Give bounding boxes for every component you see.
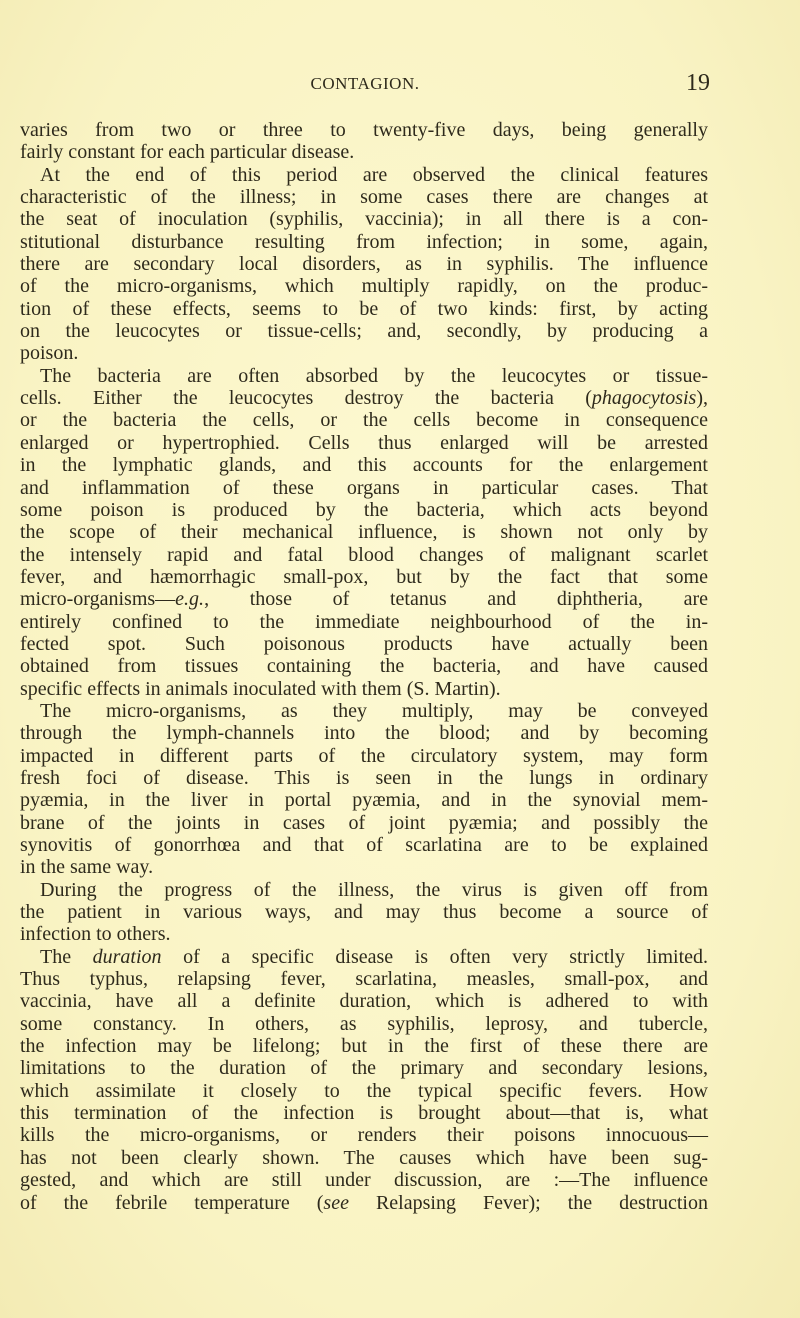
text-line	[20, 208, 708, 230]
text-line	[20, 454, 708, 476]
text-line	[20, 499, 708, 521]
text-segment: has not been clearly shown. The causes which have been sug-	[20, 1146, 708, 1169]
text-line	[20, 231, 708, 253]
text-line	[20, 700, 708, 722]
text-segment: At the end of this period are observed the clinical features	[40, 163, 708, 186]
italic-text: duration	[92, 945, 162, 968]
text-line	[20, 812, 708, 834]
text-segment: this termination of the infection is brought about—that is, what	[20, 1102, 708, 1125]
text-segment: impacted in different parts of the circulatory system, may form	[20, 744, 708, 767]
text-segment: micro-organisms—	[20, 588, 176, 611]
text-line	[20, 789, 708, 811]
text-segment: fever, and hæmorrhagic small-pox, but by the fact that some	[20, 565, 708, 588]
text-line	[20, 365, 708, 387]
text-line	[20, 633, 708, 655]
text-line	[20, 1124, 708, 1146]
text-line	[20, 1035, 708, 1057]
text-line	[20, 477, 708, 499]
text-line	[20, 767, 708, 789]
text-segment: Thus typhus, relapsing fever, scarlatina, measles, small-pox, and	[20, 968, 708, 991]
text-line	[20, 655, 708, 677]
text-line	[20, 588, 708, 610]
text-segment: brane of the joints in cases of joint pyæmia; and possibly the	[20, 811, 708, 834]
text-segment: The bacteria are often absorbed by the leucocytes or tissue-	[40, 364, 708, 387]
text-line	[20, 901, 708, 923]
text-line	[20, 320, 708, 342]
text-line	[20, 834, 708, 856]
text-segment: the infection may be lifelong; but in the first of these there are	[20, 1035, 708, 1058]
text-segment: fresh foci of disease. This is seen in the lungs in ordinary	[20, 766, 708, 789]
text-line	[20, 409, 708, 431]
text-segment: characteristic of the illness; in some cases there are changes at	[20, 186, 708, 209]
text-segment: through the lymph-channels into the blood; and by becoming	[20, 722, 708, 745]
text-segment: the seat of inoculation (syphilis, vaccinia); in all there is a con-	[20, 208, 708, 231]
text-line	[20, 946, 708, 968]
text-line	[20, 164, 708, 186]
text-line	[20, 1102, 708, 1124]
text-segment: kills the micro-organisms, or renders their poisons innocuous—	[20, 1124, 708, 1147]
page-header	[20, 72, 710, 98]
italic-text: e.g.	[175, 588, 205, 611]
text-segment: poison.	[20, 342, 79, 365]
text-line	[20, 1169, 708, 1191]
text-segment: stitutional disturbance resulting from infection; in some, again,	[20, 230, 708, 253]
text-line	[20, 566, 708, 588]
text-segment: tion of these effects, seems to be of two kinds: first, by acting	[20, 297, 708, 320]
text-line	[20, 990, 708, 1012]
text-line	[20, 923, 708, 945]
text-segment: varies from two or three to twenty-five days, being generally	[20, 119, 708, 141]
text-line	[20, 1147, 708, 1169]
text-segment: The	[40, 945, 93, 968]
italic-text: phagocytosis	[591, 387, 697, 410]
text-segment: limitations to the duration of the primary and secondary lesions,	[20, 1057, 708, 1080]
text-segment: in the same way.	[20, 856, 154, 879]
text-segment: enlarged or hypertrophied. Cells thus enlarged will be arrested	[20, 431, 708, 454]
text-segment: ),	[696, 387, 708, 410]
text-segment: fected spot. Such poisonous products have actually been	[20, 632, 708, 655]
text-line	[20, 275, 708, 297]
text-segment: obtained from tissues containing the bacteria, and have caused	[20, 655, 708, 678]
text-line	[20, 141, 708, 163]
text-segment: fairly constant for each particular disease.	[20, 141, 355, 164]
text-line	[20, 879, 708, 901]
text-segment: the scope of their mechanical influence, is shown not only by	[20, 521, 708, 544]
text-segment: infection to others.	[20, 923, 171, 946]
text-segment: on the leucocytes or tissue-cells; and, secondly, by producing a	[20, 320, 708, 343]
text-segment: , those of tetanus and diphtheria, are	[204, 588, 708, 611]
text-line	[20, 1057, 708, 1079]
text-segment: The micro-organisms, as they multiply, may be conveyed	[40, 699, 708, 722]
text-line	[20, 722, 708, 744]
text-line	[20, 119, 708, 141]
text-segment: entirely confined to the immediate neighbourhood of the in-	[20, 610, 708, 633]
text-segment: the patient in various ways, and may thus become a source of	[20, 901, 708, 924]
text-segment: of the febrile temperature (	[20, 1191, 324, 1214]
running-title: CONTAGION.	[310, 74, 420, 93]
text-segment: gested, and which are still under discussion, are :—The influence	[20, 1169, 708, 1192]
text-line	[20, 1013, 708, 1035]
text-segment: synovitis of gonorrhœa and that of scarlatina are to be explained	[20, 834, 708, 856]
text-line	[20, 1080, 708, 1102]
italic-text: see	[323, 1191, 349, 1214]
text-segment: vaccinia, have all a definite duration, which is adhered to with	[20, 990, 708, 1013]
text-segment: pyæmia, in the liver in portal pyæmia, and in the synovial mem-	[20, 789, 708, 812]
text-segment: of a specific disease is often very strictly limited.	[161, 945, 709, 968]
text-line	[20, 521, 708, 543]
text-line	[20, 342, 708, 364]
text-line	[20, 611, 708, 633]
text-segment: During the progress of the illness, the virus is given off from	[40, 878, 708, 901]
text-segment: specific effects in animals inoculated with them (S. Martin).	[20, 677, 501, 700]
text-segment: Relapsing Fever); the destruction	[348, 1191, 708, 1214]
page-number: 19	[686, 70, 710, 96]
text-line	[20, 432, 708, 454]
text-line	[20, 678, 708, 700]
text-line	[20, 968, 708, 990]
text-line	[20, 1192, 708, 1214]
text-line	[20, 298, 708, 320]
text-segment: and inflammation of these organs in particular cases. That	[20, 476, 708, 499]
text-segment: some constancy. In others, as syphilis, leprosy, and tubercle,	[20, 1012, 708, 1035]
text-line	[20, 387, 708, 409]
text-segment: of the micro-organisms, which multiply rapidly, on the produc-	[20, 275, 708, 298]
text-line	[20, 544, 708, 566]
text-segment: the intensely rapid and fatal blood changes of malignant scarlet	[20, 543, 708, 566]
text-line	[20, 856, 708, 878]
text-segment: some poison is produced by the bacteria, which acts beyond	[20, 498, 708, 521]
text-segment: which assimilate it closely to the typical specific fevers. How	[20, 1079, 708, 1102]
text-line	[20, 253, 708, 275]
text-segment: there are secondary local disorders, as in syphilis. The influence	[20, 253, 708, 276]
text-segment: or the bacteria the cells, or the cells become in consequence	[20, 409, 708, 432]
body-text	[20, 119, 708, 1214]
text-line	[20, 745, 708, 767]
text-segment: in the lymphatic glands, and this accounts for the enlargement	[20, 454, 708, 477]
text-segment: cells. Either the leucocytes destroy the bacteria (	[20, 387, 592, 410]
text-line	[20, 186, 708, 208]
